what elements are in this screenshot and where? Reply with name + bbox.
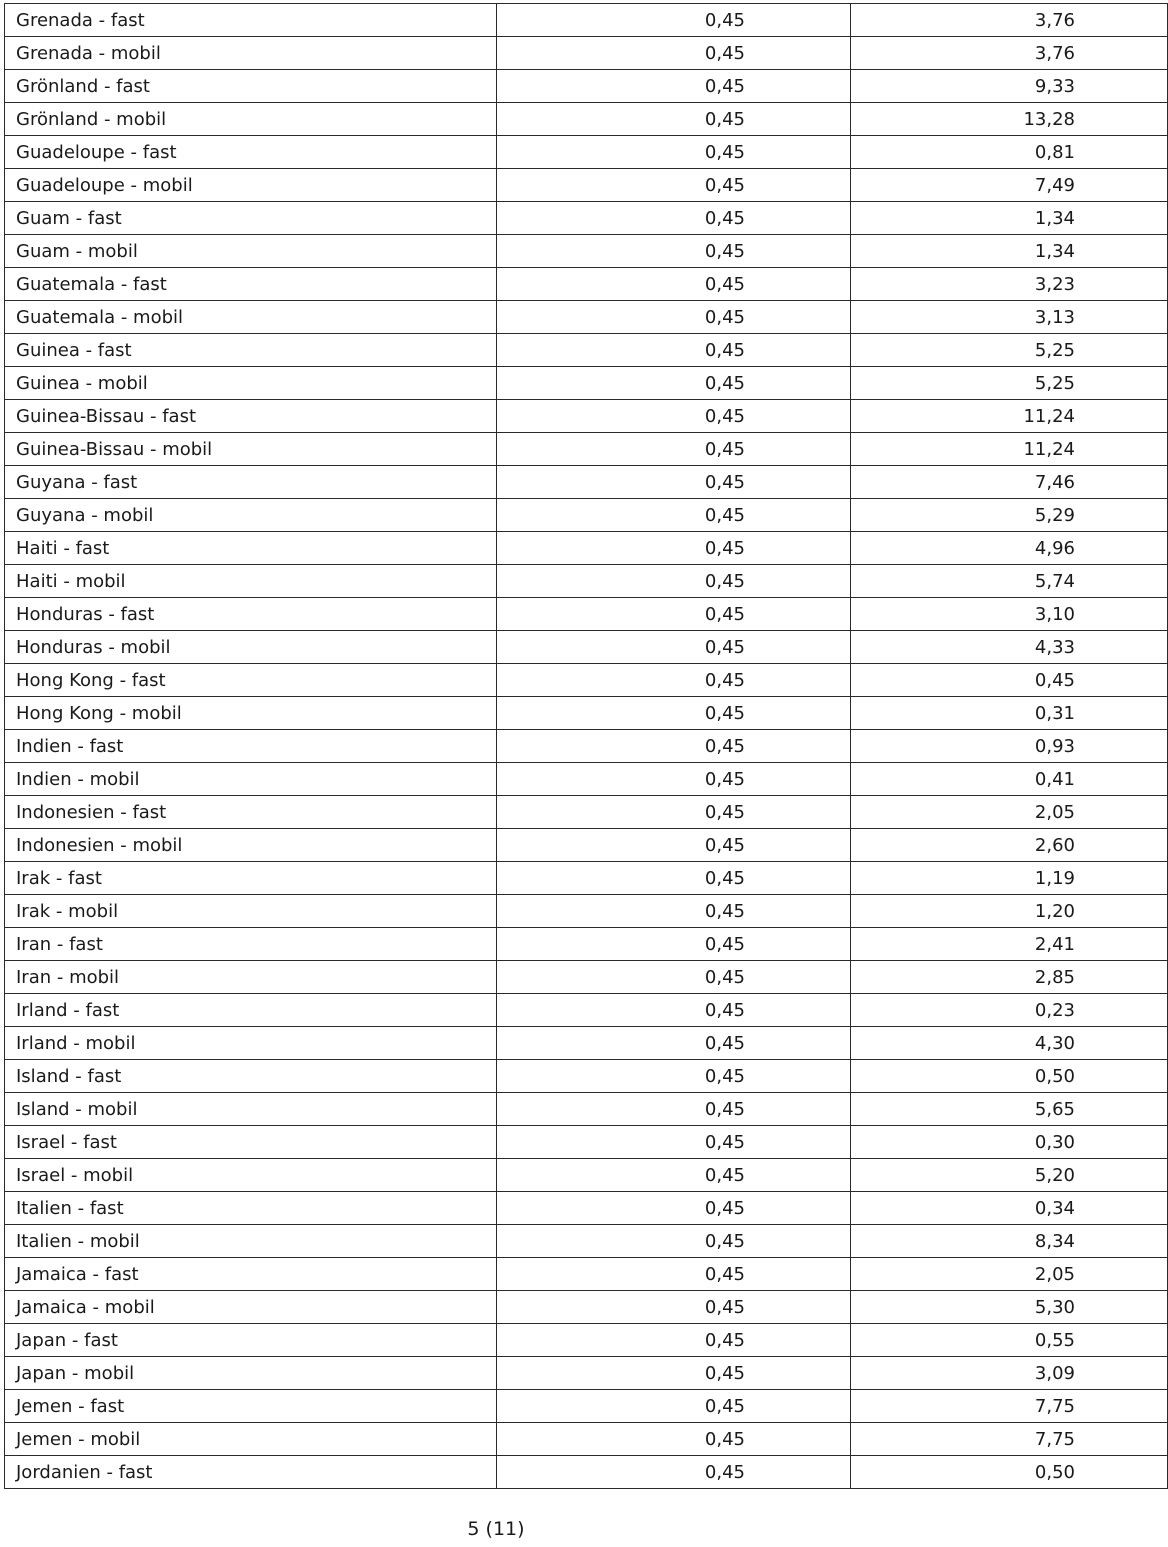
rate-b-cell: 4,30	[851, 1027, 1168, 1060]
rate-a-cell: 0,45	[497, 664, 851, 697]
rate-a-cell: 0,45	[497, 895, 851, 928]
country-line-cell: Guinea - mobil	[5, 367, 497, 400]
table-row	[5, 268, 1168, 301]
country-line-cell: Japan - fast	[5, 1324, 497, 1357]
rate-a-cell: 0,45	[497, 961, 851, 994]
rate-b-cell: 7,49	[851, 169, 1168, 202]
table-row	[5, 1357, 1168, 1390]
rate-a-cell: 0,45	[497, 730, 851, 763]
country-line-cell: Guyana - mobil	[5, 499, 497, 532]
country-line-cell: Island - fast	[5, 1060, 497, 1093]
rate-a-cell: 0,45	[497, 499, 851, 532]
table-row	[5, 400, 1168, 433]
country-line-cell: Jamaica - fast	[5, 1258, 497, 1291]
rate-b-cell: 1,20	[851, 895, 1168, 928]
rate-b-cell: 5,25	[851, 367, 1168, 400]
country-line-cell: Israel - mobil	[5, 1159, 497, 1192]
rate-a-cell: 0,45	[497, 103, 851, 136]
country-line-cell: Guam - mobil	[5, 235, 497, 268]
rate-b-cell: 4,96	[851, 532, 1168, 565]
table-row	[5, 1093, 1168, 1126]
table-row	[5, 961, 1168, 994]
rate-b-cell: 5,30	[851, 1291, 1168, 1324]
table-row	[5, 598, 1168, 631]
country-line-cell: Guinea - fast	[5, 334, 497, 367]
rate-b-cell: 5,20	[851, 1159, 1168, 1192]
country-line-cell: Indonesien - mobil	[5, 829, 497, 862]
table-row	[5, 499, 1168, 532]
country-line-cell: Irland - mobil	[5, 1027, 497, 1060]
table-row	[5, 136, 1168, 169]
rate-b-cell: 11,24	[851, 433, 1168, 466]
rate-a-cell: 0,45	[497, 994, 851, 1027]
table-row	[5, 1258, 1168, 1291]
country-line-cell: Indien - fast	[5, 730, 497, 763]
country-line-cell: Indonesien - fast	[5, 796, 497, 829]
rate-b-cell: 0,93	[851, 730, 1168, 763]
rate-b-cell: 7,75	[851, 1423, 1168, 1456]
rate-a-cell: 0,45	[497, 532, 851, 565]
rate-a-cell: 0,45	[497, 136, 851, 169]
country-line-cell: Japan - mobil	[5, 1357, 497, 1390]
rates-table-body	[5, 4, 1168, 1489]
rate-a-cell: 0,45	[497, 1060, 851, 1093]
table-row	[5, 1225, 1168, 1258]
rate-b-cell: 1,19	[851, 862, 1168, 895]
country-line-cell: Island - mobil	[5, 1093, 497, 1126]
table-row	[5, 1324, 1168, 1357]
country-line-cell: Guyana - fast	[5, 466, 497, 499]
rate-b-cell: 0,50	[851, 1060, 1168, 1093]
table-row	[5, 433, 1168, 466]
table-row	[5, 631, 1168, 664]
table-row	[5, 994, 1168, 1027]
rate-a-cell: 0,45	[497, 697, 851, 730]
rate-a-cell: 0,45	[497, 1258, 851, 1291]
country-line-cell: Jordanien - fast	[5, 1456, 497, 1489]
table-row	[5, 895, 1168, 928]
rate-b-cell: 0,81	[851, 136, 1168, 169]
country-line-cell: Iran - fast	[5, 928, 497, 961]
rate-a-cell: 0,45	[497, 301, 851, 334]
rate-a-cell: 0,45	[497, 169, 851, 202]
rate-a-cell: 0,45	[497, 334, 851, 367]
rate-b-cell: 8,34	[851, 1225, 1168, 1258]
rate-a-cell: 0,45	[497, 598, 851, 631]
rate-b-cell: 0,31	[851, 697, 1168, 730]
table-row	[5, 1423, 1168, 1456]
table-row	[5, 367, 1168, 400]
rate-b-cell: 0,45	[851, 664, 1168, 697]
rate-a-cell: 0,45	[497, 400, 851, 433]
country-line-cell: Italien - mobil	[5, 1225, 497, 1258]
rate-a-cell: 0,45	[497, 4, 851, 37]
table-row	[5, 697, 1168, 730]
table-row	[5, 37, 1168, 70]
table-row	[5, 928, 1168, 961]
rate-a-cell: 0,45	[497, 1093, 851, 1126]
table-row	[5, 70, 1168, 103]
rate-a-cell: 0,45	[497, 796, 851, 829]
rate-a-cell: 0,45	[497, 1192, 851, 1225]
table-row	[5, 1159, 1168, 1192]
table-row	[5, 1291, 1168, 1324]
table-row	[5, 796, 1168, 829]
rate-b-cell: 2,05	[851, 796, 1168, 829]
country-line-cell: Guadeloupe - mobil	[5, 169, 497, 202]
rate-a-cell: 0,45	[497, 1390, 851, 1423]
country-line-cell: Irak - fast	[5, 862, 497, 895]
country-line-cell: Iran - mobil	[5, 961, 497, 994]
table-row	[5, 103, 1168, 136]
country-line-cell: Hong Kong - mobil	[5, 697, 497, 730]
rate-b-cell: 5,29	[851, 499, 1168, 532]
rate-b-cell: 11,24	[851, 400, 1168, 433]
rate-a-cell: 0,45	[497, 466, 851, 499]
rate-a-cell: 0,45	[497, 268, 851, 301]
country-line-cell: Irland - fast	[5, 994, 497, 1027]
table-row	[5, 1027, 1168, 1060]
rate-b-cell: 13,28	[851, 103, 1168, 136]
table-row	[5, 862, 1168, 895]
rate-a-cell: 0,45	[497, 1126, 851, 1159]
country-line-cell: Guatemala - mobil	[5, 301, 497, 334]
country-line-cell: Indien - mobil	[5, 763, 497, 796]
country-line-cell: Guinea-Bissau - fast	[5, 400, 497, 433]
rate-b-cell: 3,10	[851, 598, 1168, 631]
rate-b-cell: 2,60	[851, 829, 1168, 862]
table-row	[5, 1126, 1168, 1159]
country-line-cell: Jamaica - mobil	[5, 1291, 497, 1324]
rate-b-cell: 5,25	[851, 334, 1168, 367]
country-line-cell: Guadeloupe - fast	[5, 136, 497, 169]
rate-b-cell: 0,30	[851, 1126, 1168, 1159]
rate-b-cell: 3,09	[851, 1357, 1168, 1390]
country-line-cell: Hong Kong - fast	[5, 664, 497, 697]
table-row	[5, 169, 1168, 202]
rate-a-cell: 0,45	[497, 928, 851, 961]
rate-a-cell: 0,45	[497, 1027, 851, 1060]
rate-b-cell: 4,33	[851, 631, 1168, 664]
rate-b-cell: 7,75	[851, 1390, 1168, 1423]
rate-b-cell: 3,76	[851, 37, 1168, 70]
country-line-cell: Israel - fast	[5, 1126, 497, 1159]
rate-b-cell: 0,50	[851, 1456, 1168, 1489]
rate-b-cell: 5,74	[851, 565, 1168, 598]
table-row	[5, 202, 1168, 235]
rate-b-cell: 3,13	[851, 301, 1168, 334]
country-line-cell: Grönland - fast	[5, 70, 497, 103]
country-line-cell: Grenada - mobil	[5, 37, 497, 70]
rate-b-cell: 2,05	[851, 1258, 1168, 1291]
rate-b-cell: 0,41	[851, 763, 1168, 796]
country-line-cell: Guatemala - fast	[5, 268, 497, 301]
table-row	[5, 730, 1168, 763]
rate-b-cell: 9,33	[851, 70, 1168, 103]
table-row	[5, 334, 1168, 367]
rate-b-cell: 5,65	[851, 1093, 1168, 1126]
rate-b-cell: 0,55	[851, 1324, 1168, 1357]
country-line-cell: Grönland - mobil	[5, 103, 497, 136]
country-line-cell: Haiti - mobil	[5, 565, 497, 598]
rate-a-cell: 0,45	[497, 70, 851, 103]
table-row	[5, 664, 1168, 697]
rate-b-cell: 3,76	[851, 4, 1168, 37]
table-row	[5, 829, 1168, 862]
table-row	[5, 1192, 1168, 1225]
rate-a-cell: 0,45	[497, 1357, 851, 1390]
table-row	[5, 565, 1168, 598]
rate-b-cell: 7,46	[851, 466, 1168, 499]
country-line-cell: Guinea-Bissau - mobil	[5, 433, 497, 466]
country-line-cell: Guam - fast	[5, 202, 497, 235]
rate-a-cell: 0,45	[497, 1291, 851, 1324]
rate-a-cell: 0,45	[497, 367, 851, 400]
rate-a-cell: 0,45	[497, 1225, 851, 1258]
rate-b-cell: 2,41	[851, 928, 1168, 961]
rate-a-cell: 0,45	[497, 37, 851, 70]
country-line-cell: Grenada - fast	[5, 4, 497, 37]
table-row	[5, 763, 1168, 796]
country-line-cell: Honduras - fast	[5, 598, 497, 631]
country-line-cell: Italien - fast	[5, 1192, 497, 1225]
country-line-cell: Jemen - fast	[5, 1390, 497, 1423]
rate-a-cell: 0,45	[497, 433, 851, 466]
rate-a-cell: 0,45	[497, 1423, 851, 1456]
rate-a-cell: 0,45	[497, 1456, 851, 1489]
rate-a-cell: 0,45	[497, 1159, 851, 1192]
table-row	[5, 1456, 1168, 1489]
table-row	[5, 4, 1168, 37]
rate-a-cell: 0,45	[497, 763, 851, 796]
page-number: 5 (11)	[467, 1518, 525, 1540]
table-row	[5, 235, 1168, 268]
country-line-cell: Irak - mobil	[5, 895, 497, 928]
rate-a-cell: 0,45	[497, 862, 851, 895]
table-row	[5, 532, 1168, 565]
rate-b-cell: 1,34	[851, 235, 1168, 268]
table-row	[5, 466, 1168, 499]
rate-a-cell: 0,45	[497, 565, 851, 598]
rate-b-cell: 1,34	[851, 202, 1168, 235]
rate-a-cell: 0,45	[497, 235, 851, 268]
country-line-cell: Jemen - mobil	[5, 1423, 497, 1456]
rate-a-cell: 0,45	[497, 631, 851, 664]
country-line-cell: Haiti - fast	[5, 532, 497, 565]
table-row	[5, 1060, 1168, 1093]
rate-b-cell: 3,23	[851, 268, 1168, 301]
table-row	[5, 1390, 1168, 1423]
rate-a-cell: 0,45	[497, 1324, 851, 1357]
rate-a-cell: 0,45	[497, 829, 851, 862]
table-row	[5, 301, 1168, 334]
rate-b-cell: 0,34	[851, 1192, 1168, 1225]
rates-table	[4, 3, 1168, 1489]
rate-b-cell: 2,85	[851, 961, 1168, 994]
rate-b-cell: 0,23	[851, 994, 1168, 1027]
rate-a-cell: 0,45	[497, 202, 851, 235]
country-line-cell: Honduras - mobil	[5, 631, 497, 664]
